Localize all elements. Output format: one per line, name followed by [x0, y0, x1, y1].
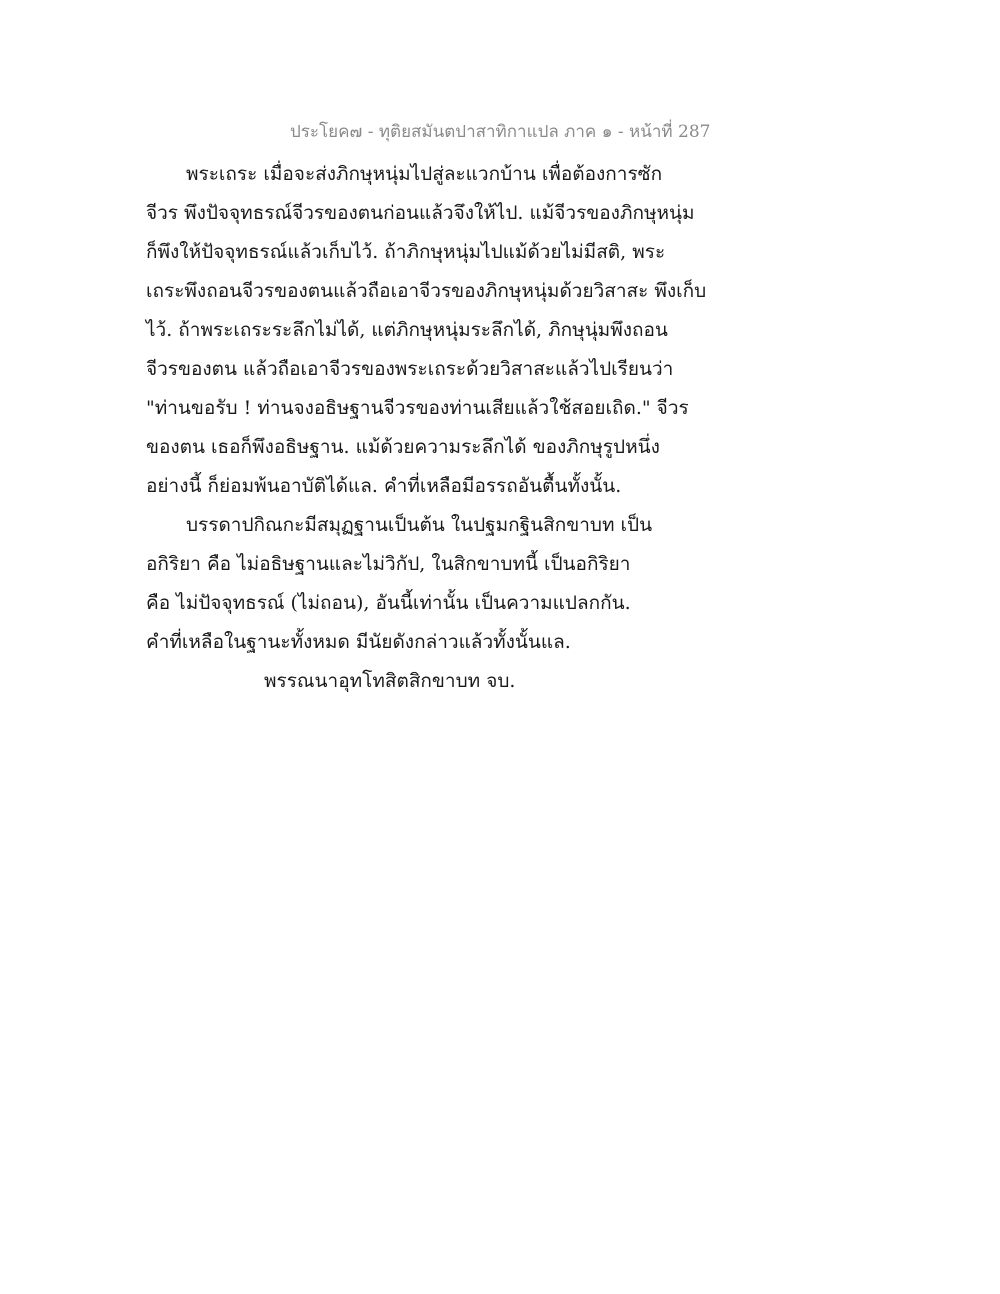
paragraph-1-line-7: "ท่านขอรับ ! ท่านจงอธิษฐานจีวรของท่านเสียแล้วใช้สอยเถิด." จีวร: [146, 397, 689, 419]
paragraph-1-line-2: จีวร พึงปัจจุทธรณ์จีวรของตนก่อนแล้วจึงให้ไป. แม้จีวรของภิกษุหนุ่ม: [146, 202, 695, 224]
paragraph-1-line-6: จีวรของตน แล้วถือเอาจีวรของพระเถระด้วยวิสาสะแล้วไปเรียนว่า: [146, 358, 674, 380]
paragraph-2-line-3: คือ ไม่ปัจจุทธรณ์ (ไม่ถอน), อันนี้เท่านั้น เป็นความแปลกกัน.: [146, 592, 631, 614]
paragraph-1-line-8: ของตน เธอก็พึงอธิษฐาน. แม้ด้วยความระลึกได้ ของภิกษุรูปหนึ่ง: [146, 436, 660, 458]
body-text: [146, 155, 726, 701]
paragraph-1-line-5: ไว้. ถ้าพระเถระระลึกไม่ได้, แต่ภิกษุหนุ่มระลึกได้, ภิกษุนุ่มพึงถอน: [146, 319, 668, 341]
paragraph-1-line-4: เถระพึงถอนจีวรของตนแล้วถือเอาจีวรของภิกษุหนุ่มด้วยวิสาสะ พึงเก็บ: [146, 280, 707, 302]
running-header: ประโยค๗ - ทุติยสมันตปาสาทิกาแปล ภาค ๑ - หน้าที่ 287: [290, 122, 711, 142]
paragraph-2-line-2: อกิริยา คือ ไม่อธิษฐานและไม่วิกัป, ในสิกขาบทนี้ เป็นอกิริยา: [146, 553, 631, 575]
section-end-title: พรรณนาอุทโทสิตสิกขาบท จบ.: [264, 670, 516, 692]
paragraph-2-line-4: คำที่เหลือในฐานะทั้งหมด มีนัยดังกล่าวแล้วทั้งนั้นแล.: [146, 631, 571, 653]
paragraph-1-line-9: อย่างนี้ ก็ย่อมพ้นอาบัติได้แล. คำที่เหลือมีอรรถอันตื้นทั้งนั้น.: [146, 475, 622, 497]
paragraph-2-line-1: บรรดาปกิณกะมีสมุฏฐานเป็นต้น ในปฐมกฐินสิกขาบท เป็น: [186, 514, 653, 536]
paragraph-1-line-1: พระเถระ เมื่อจะส่งภิกษุหนุ่มไปสู่ละแวกบ้าน เพื่อต้องการซัก: [186, 163, 663, 185]
paragraph-1-line-3: ก็พึงให้ปัจจุทธรณ์แล้วเก็บไว้. ถ้าภิกษุหนุ่มไปแม้ด้วยไม่มีสติ, พระ: [146, 241, 666, 263]
